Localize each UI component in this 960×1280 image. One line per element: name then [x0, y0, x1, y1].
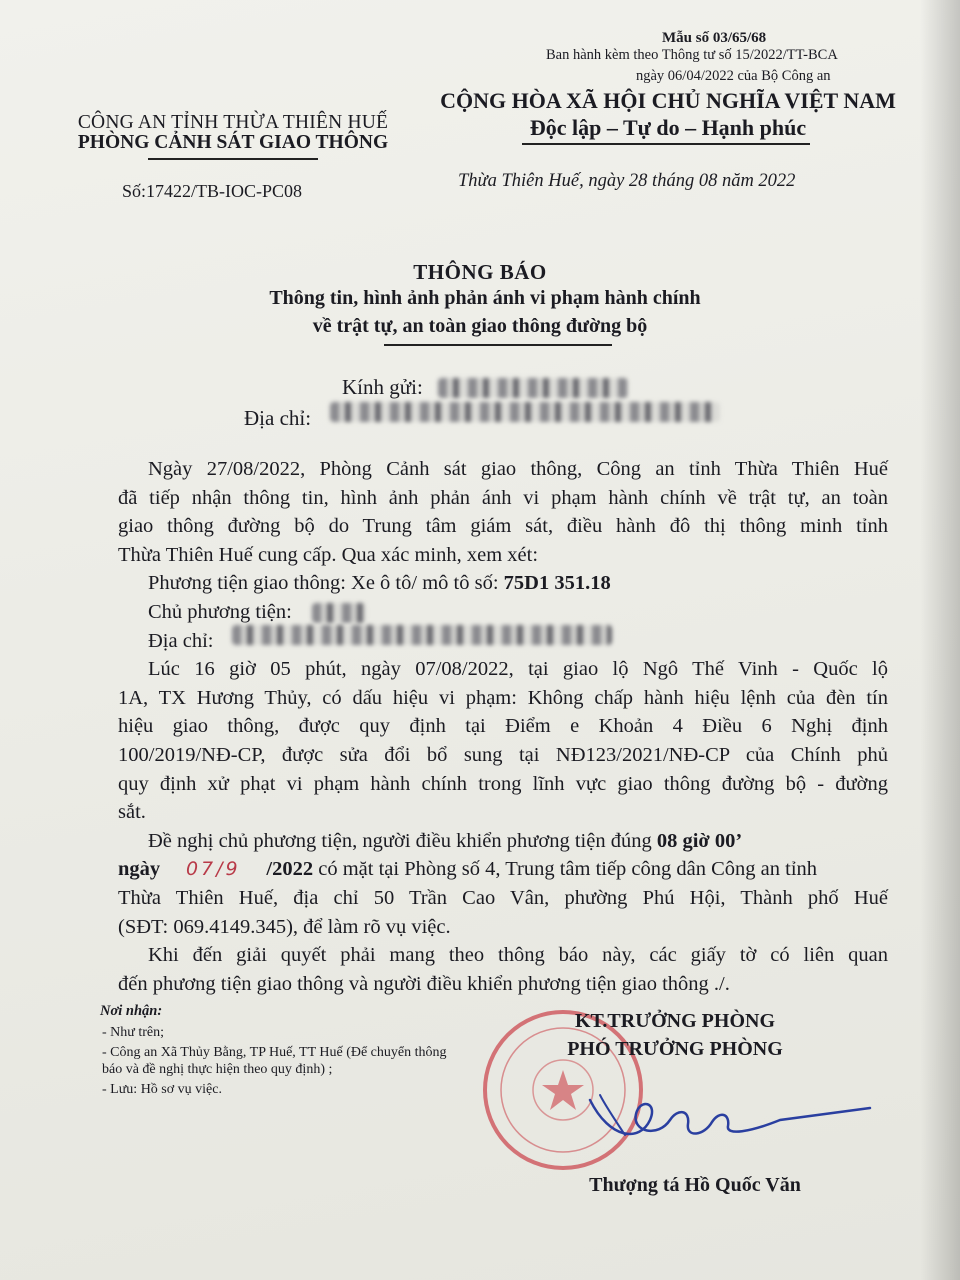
recipient-item: - Lưu: Hồ sơ vụ việc.	[102, 1082, 222, 1097]
redacted-owner-address	[232, 625, 612, 645]
agency-department: PHÒNG CẢNH SÁT GIAO THÔNG	[77, 132, 389, 153]
owner-address-label: Địa chỉ:	[148, 629, 214, 652]
issued-by-line: Ban hành kèm theo Thông tư số 15/2022/TT-BCA	[546, 47, 838, 63]
document-number: Số:17422/TB-IOC-PC08	[122, 181, 303, 201]
request-line: Thừa Thiên Huế, địa chỉ 50 Trần Cao Vân, phường Phú Hội, Thành phố Huế	[118, 886, 888, 909]
document-subtitle-2: về trật tự, an toàn giao thông đường bộ	[312, 315, 648, 337]
request-date-line	[118, 855, 888, 884]
owner-line	[118, 598, 888, 627]
recipient-address-label: Địa chỉ:	[244, 406, 312, 430]
recipient-item: - Như trên;	[102, 1025, 165, 1040]
redacted-owner-name	[312, 603, 366, 623]
document-subtitle-1: Thông tin, hình ảnh phản ánh vi phạm hành chính	[269, 287, 701, 309]
agency-underline	[148, 158, 318, 160]
signature-title: KT.TRƯỞNG PHÒNG	[575, 1010, 775, 1032]
violation-line: 100/2019/NĐ-CP, được sửa đổi bổ sung tại NĐ123/2021/NĐ-CP của Chính phủ	[118, 743, 888, 766]
violation-line: 1A, TX Hương Thủy, có dấu hiệu vi phạm: Không chấp hành hiệu lệnh của đèn tín	[118, 686, 888, 709]
request-day-label: ngày	[118, 858, 161, 881]
paragraph-received-line: đã tiếp nhận thông tin, hình ảnh phản ánh vi phạm hành chính về trật tự, an toàn	[118, 486, 888, 509]
signature-subtitle: PHÓ TRƯỞNG PHÒNG	[567, 1038, 783, 1060]
closing-line: Khi đến giải quyết phải mang theo thông báo này, các giấy tờ có liên quan	[148, 944, 888, 967]
violation-line: hiệu giao thông, được quy định tại Điểm e Khoản 4 Điều 6 Nghị định	[118, 715, 888, 738]
request-line	[118, 827, 888, 856]
national-title: CỘNG HÒA XÃ HỘI CHỦ NGHĨA VIỆT NAM	[440, 88, 896, 113]
issued-date-line: ngày 06/04/2022 của Bộ Công an	[636, 68, 831, 84]
recipient-item: - Công an Xã Thủy Bằng, TP Huế, TT Huế (Để chuyển thông báo và đề nghị thực hiện theo quy định) ;	[102, 1045, 447, 1077]
violation-line: quy định xử phạt vi phạm hành chính trong lĩnh vực giao thông đường bộ - đường	[118, 772, 888, 795]
request-line: (SĐT: 069.4149.345), để làm rõ vụ việc.	[118, 915, 451, 938]
handwritten-date: 07/9	[185, 858, 241, 881]
handwritten-signature	[580, 1080, 880, 1150]
motto-underline	[522, 143, 810, 145]
vehicle-label: Phương tiện giao thông: Xe ô tô/ mô tô số:	[148, 572, 499, 595]
violation-line: Lúc 16 giờ 05 phút, ngày 07/08/2022, tại giao lộ Ngô Thế Vinh - Quốc lộ	[148, 658, 888, 681]
request-time: 08 giờ 00’	[656, 829, 743, 852]
recipients-label: Nơi nhận:	[100, 1003, 163, 1019]
body-text	[118, 455, 888, 998]
vehicle-plate: 75D1 351.18	[503, 572, 611, 595]
recipient-label: Kính gửi:	[342, 375, 423, 399]
document-title: THÔNG BÁO	[413, 260, 547, 284]
violation-line: sắt.	[118, 801, 146, 824]
request-year: /2022	[266, 858, 314, 881]
form-number: Mẫu số 03/65/68	[662, 30, 767, 46]
request-location-text: có mặt tại Phòng số 4, Trung tâm tiếp công dân Công an tỉnh	[318, 858, 818, 881]
agency-name: CÔNG AN TỈNH THỪA THIÊN HUẾ	[77, 112, 389, 133]
paragraph-received-line: giao thông đường bộ do Trung tâm giám sát, điều hành đô thị thông minh tỉnh	[118, 515, 888, 538]
redacted-recipient-name	[438, 378, 628, 398]
owner-label: Chủ phương tiện:	[148, 600, 292, 623]
paragraph-received-line: Ngày 27/08/2022, Phòng Cảnh sát giao thông, Công an tỉnh Thừa Thiên Huế	[148, 458, 888, 480]
signer-name: Thượng tá Hồ Quốc Văn	[589, 1174, 801, 1196]
national-motto: Độc lập – Tự do – Hạnh phúc	[529, 115, 807, 140]
recipients-list	[102, 1024, 462, 1098]
redacted-recipient-address	[330, 402, 720, 422]
paragraph-received-line: Thừa Thiên Huế cung cấp. Qua xác minh, xem xét:	[118, 543, 539, 566]
place-and-date: Thừa Thiên Huế, ngày 28 tháng 08 năm 2022	[458, 171, 796, 191]
vehicle-line	[118, 569, 888, 598]
request-text: Đề nghị chủ phương tiện, người điều khiển phương tiện đúng	[148, 829, 652, 852]
title-underline	[384, 344, 612, 346]
closing-line: đến phương tiện giao thông và người điều khiển phương tiện giao thông ./.	[118, 972, 730, 995]
